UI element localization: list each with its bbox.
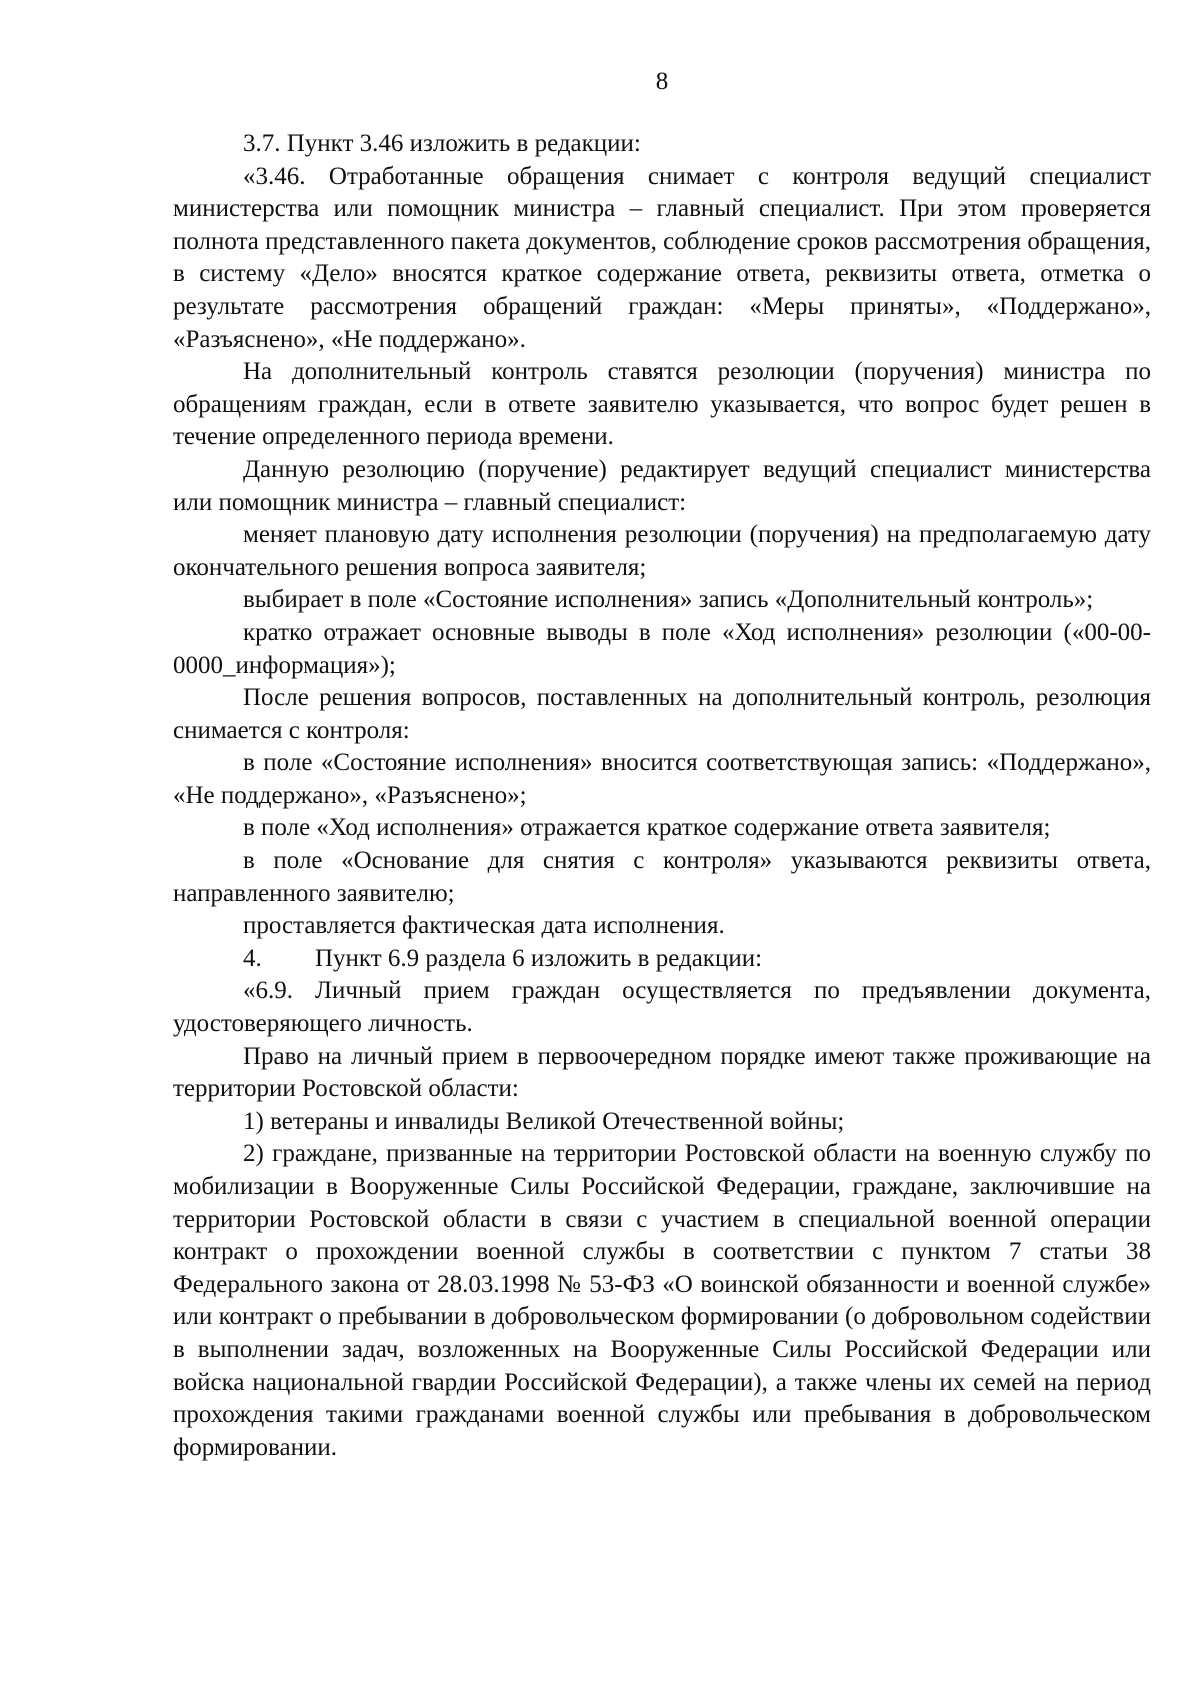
paragraph-resolution-edit: Данную резолюцию (поручение) редактирует ведущий специалист министерства или помощник министра – главный специалист:: [173, 455, 1151, 516]
page-number: 8: [655, 68, 669, 95]
item-4-number: 4.: [243, 944, 262, 972]
paragraph-state-field: в поле «Состояние исполнения» вносится соответствующая запись: «Поддержано», «Не поддержано», «Разъяснено»;: [173, 749, 1151, 809]
paragraph-select-state: выбирает в поле «Состояние исполнения» запись «Дополнительный контроль»;: [243, 586, 1094, 614]
paragraph-3-46-text: «3.46. Отработанные обращения снимает с контроля ведущий специалист министерства или помощник министра – главный специалист. При этом проверяется полнота представленного пакета документов, соблюдение сроков рассмотрения обращения, в систему «Дело» вносятся краткое содержание ответа, реквизиты ответа, отметка о результате рассмотрения обращений граждан: «Меры приняты», «Поддержано», «Разъяснено», «Не поддержано».: [173, 162, 1151, 353]
paragraph-basis-field: в поле «Основание для снятия с контроля» указываются реквизиты ответа, направленного заявителю;: [173, 847, 1151, 907]
paragraph-change-date: меняет плановую дату исполнения резолюции (поручения) на предполагаемую дату окончательного решения вопроса заявителя;: [173, 521, 1151, 581]
list-item-1: 1) ветераны и инвалиды Великой Отечественной войны;: [243, 1107, 845, 1135]
item-4-text: Пункт 6.9 раздела 6 изложить в редакции:: [315, 944, 763, 972]
paragraph-after-resolution: После решения вопросов, поставленных на дополнительный контроль, резолюция снимается с контроля:: [173, 684, 1151, 744]
item-4: [173, 943, 1151, 976]
paragraph-additional-control: На дополнительный контроль ставятся резолюции (поручения) министра по обращениям граждан, если в ответе заявителю указывается, что вопрос будет решен в течение определенного периода времени.: [173, 358, 1151, 451]
paragraph-progress-field: в поле «Ход исполнения» отражается краткое содержание ответа заявителя;: [243, 814, 1051, 842]
paragraph-6-9-text: «6.9. Личный прием граждан осуществляется по предъявлении документа, удостоверяющего личность.: [173, 977, 1151, 1038]
list-item-2: 2) граждане, призванные на территории Ростовской области на военную службу по мобилизации в Вооруженные Силы Российской Федерации, граждане, заключившие на территории Ростовской области в связи с участием в специальной военной операции контракт о прохождении военной службы в соответствии с пунктом 7 статьи 38 Федерального закона от 28.03.1998 № 53-ФЗ «О воинской обязанности и военной службе» или контракт о пребывании в добровольческом формировании (о добровольном содействии в выполнении задач, возложенных на Вооруженные Силы Российской Федерации или войска национальной гвардии Российской Федерации), а также члены их семей на период прохождения такими гражданами военной службы или пребывания в добровольческом формировании.: [173, 1140, 1151, 1461]
paragraph-actual-date: проставляется фактическая дата исполнения.: [243, 912, 725, 940]
paragraph-3-7-heading: 3.7. Пункт 3.46 изложить в редакции:: [243, 130, 641, 157]
paragraph-priority-right: Право на личный прием в первоочередном порядке имеют также проживающие на территории Ростовской области:: [173, 1042, 1151, 1103]
paragraph-reflect-conclusions: кратко отражает основные выводы в поле «Ход исполнения» резолюции («00-00-0000_информация»);: [173, 618, 1151, 679]
document-page: [173, 68, 1151, 1464]
